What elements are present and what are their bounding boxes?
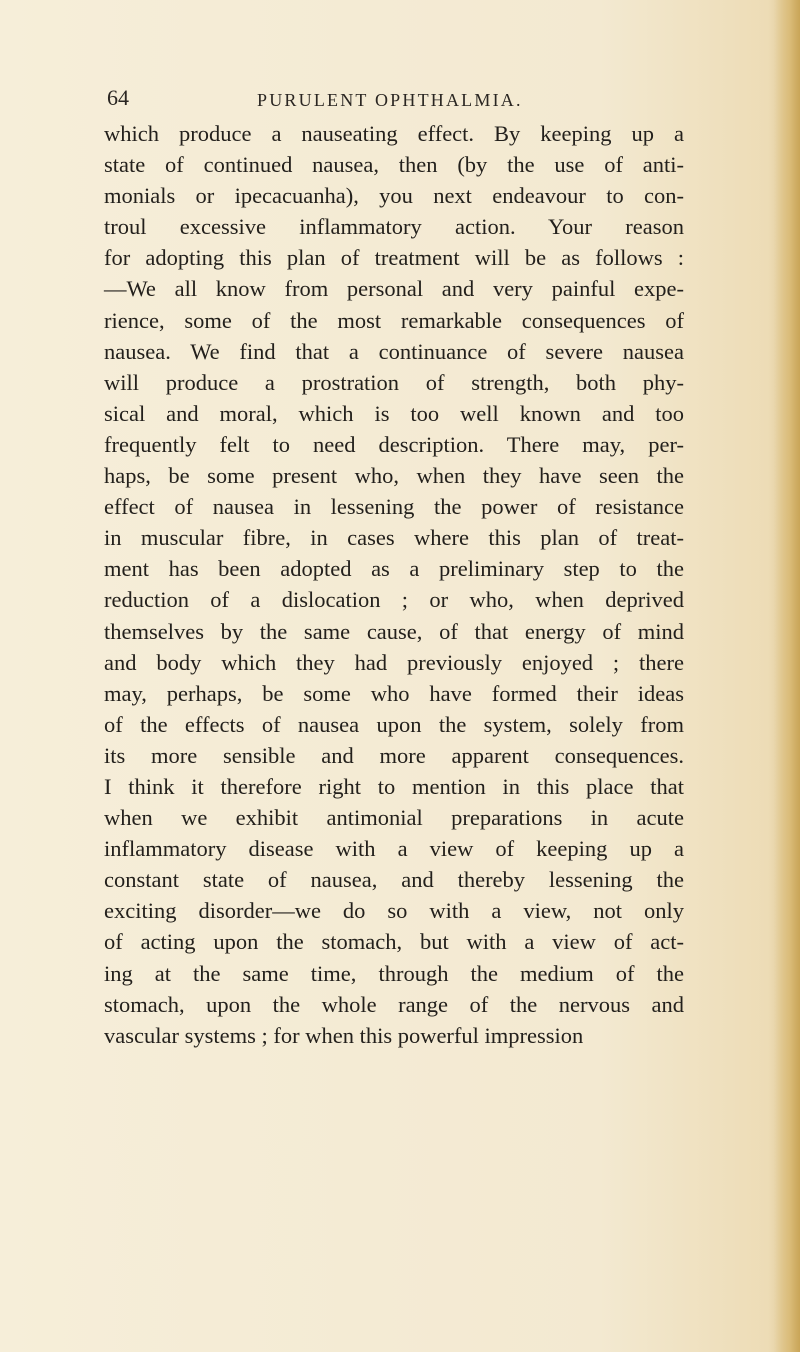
text-line: rience, some of the most remarkable consequences of [104, 307, 684, 333]
text-line: and body which they had previously enjoyed ; there [104, 649, 684, 675]
page-header [0, 84, 800, 114]
text-line: reduction of a dislocation ; or who, when deprived [104, 587, 684, 613]
text-line: nausea. We find that a continuance of severe nausea [104, 338, 684, 364]
body-text [104, 118, 684, 1051]
text-line: constant state of nausea, and thereby lessening the [104, 867, 684, 893]
text-line: ment has been adopted as a preliminary step to the [104, 556, 684, 582]
page-edge-stain [774, 0, 800, 1352]
text-line: ing at the same time, through the medium of the [104, 960, 684, 986]
text-line: for adopting this plan of treatment will be as follows : [104, 245, 684, 271]
text-line: which produce a nauseating effect. By keeping up a [104, 121, 684, 146]
text-line: state of continued nausea, then (by the use of anti- [104, 152, 684, 178]
text-line: of acting upon the stomach, but with a view of act- [104, 929, 684, 955]
text-line: effect of nausea in lessening the power of resistance [104, 494, 684, 520]
text-line: themselves by the same cause, of that energy of mind [104, 618, 684, 644]
page-number: 64 [107, 85, 129, 110]
text-line: haps, be some present who, when they have seen the [104, 463, 684, 489]
text-line: may, perhaps, be some who have formed their ideas [104, 680, 684, 706]
text-line: of the effects of nausea upon the system, solely from [104, 711, 684, 737]
text-line: inflammatory disease with a view of keeping up a [104, 836, 684, 862]
text-line: sical and moral, which is too well known and too [104, 400, 684, 426]
text-line: frequently felt to need description. There may, per- [104, 431, 684, 457]
text-line: —We all know from personal and very painful expe- [104, 276, 684, 302]
text-line: when we exhibit antimonial preparations in acute [104, 805, 684, 831]
text-line: stomach, upon the whole range of the nervous and [104, 991, 684, 1017]
text-line: monials or ipecacuanha), you next endeavour to con- [104, 183, 684, 209]
running-head: PURULENT OPHTHALMIA. [257, 90, 523, 110]
text-line: its more sensible and more apparent consequences. [104, 742, 684, 768]
text-line: vascular systems ; for when this powerful impression [104, 1022, 584, 1048]
text-line: in muscular fibre, in cases where this plan of treat- [104, 525, 684, 551]
text-line: exciting disorder—we do so with a view, not only [104, 898, 684, 924]
text-line: will produce a prostration of strength, both phy- [104, 369, 684, 395]
text-line: I think it therefore right to mention in this place that [104, 773, 684, 799]
text-line: troul excessive inflammatory action. Your reason [104, 214, 684, 240]
